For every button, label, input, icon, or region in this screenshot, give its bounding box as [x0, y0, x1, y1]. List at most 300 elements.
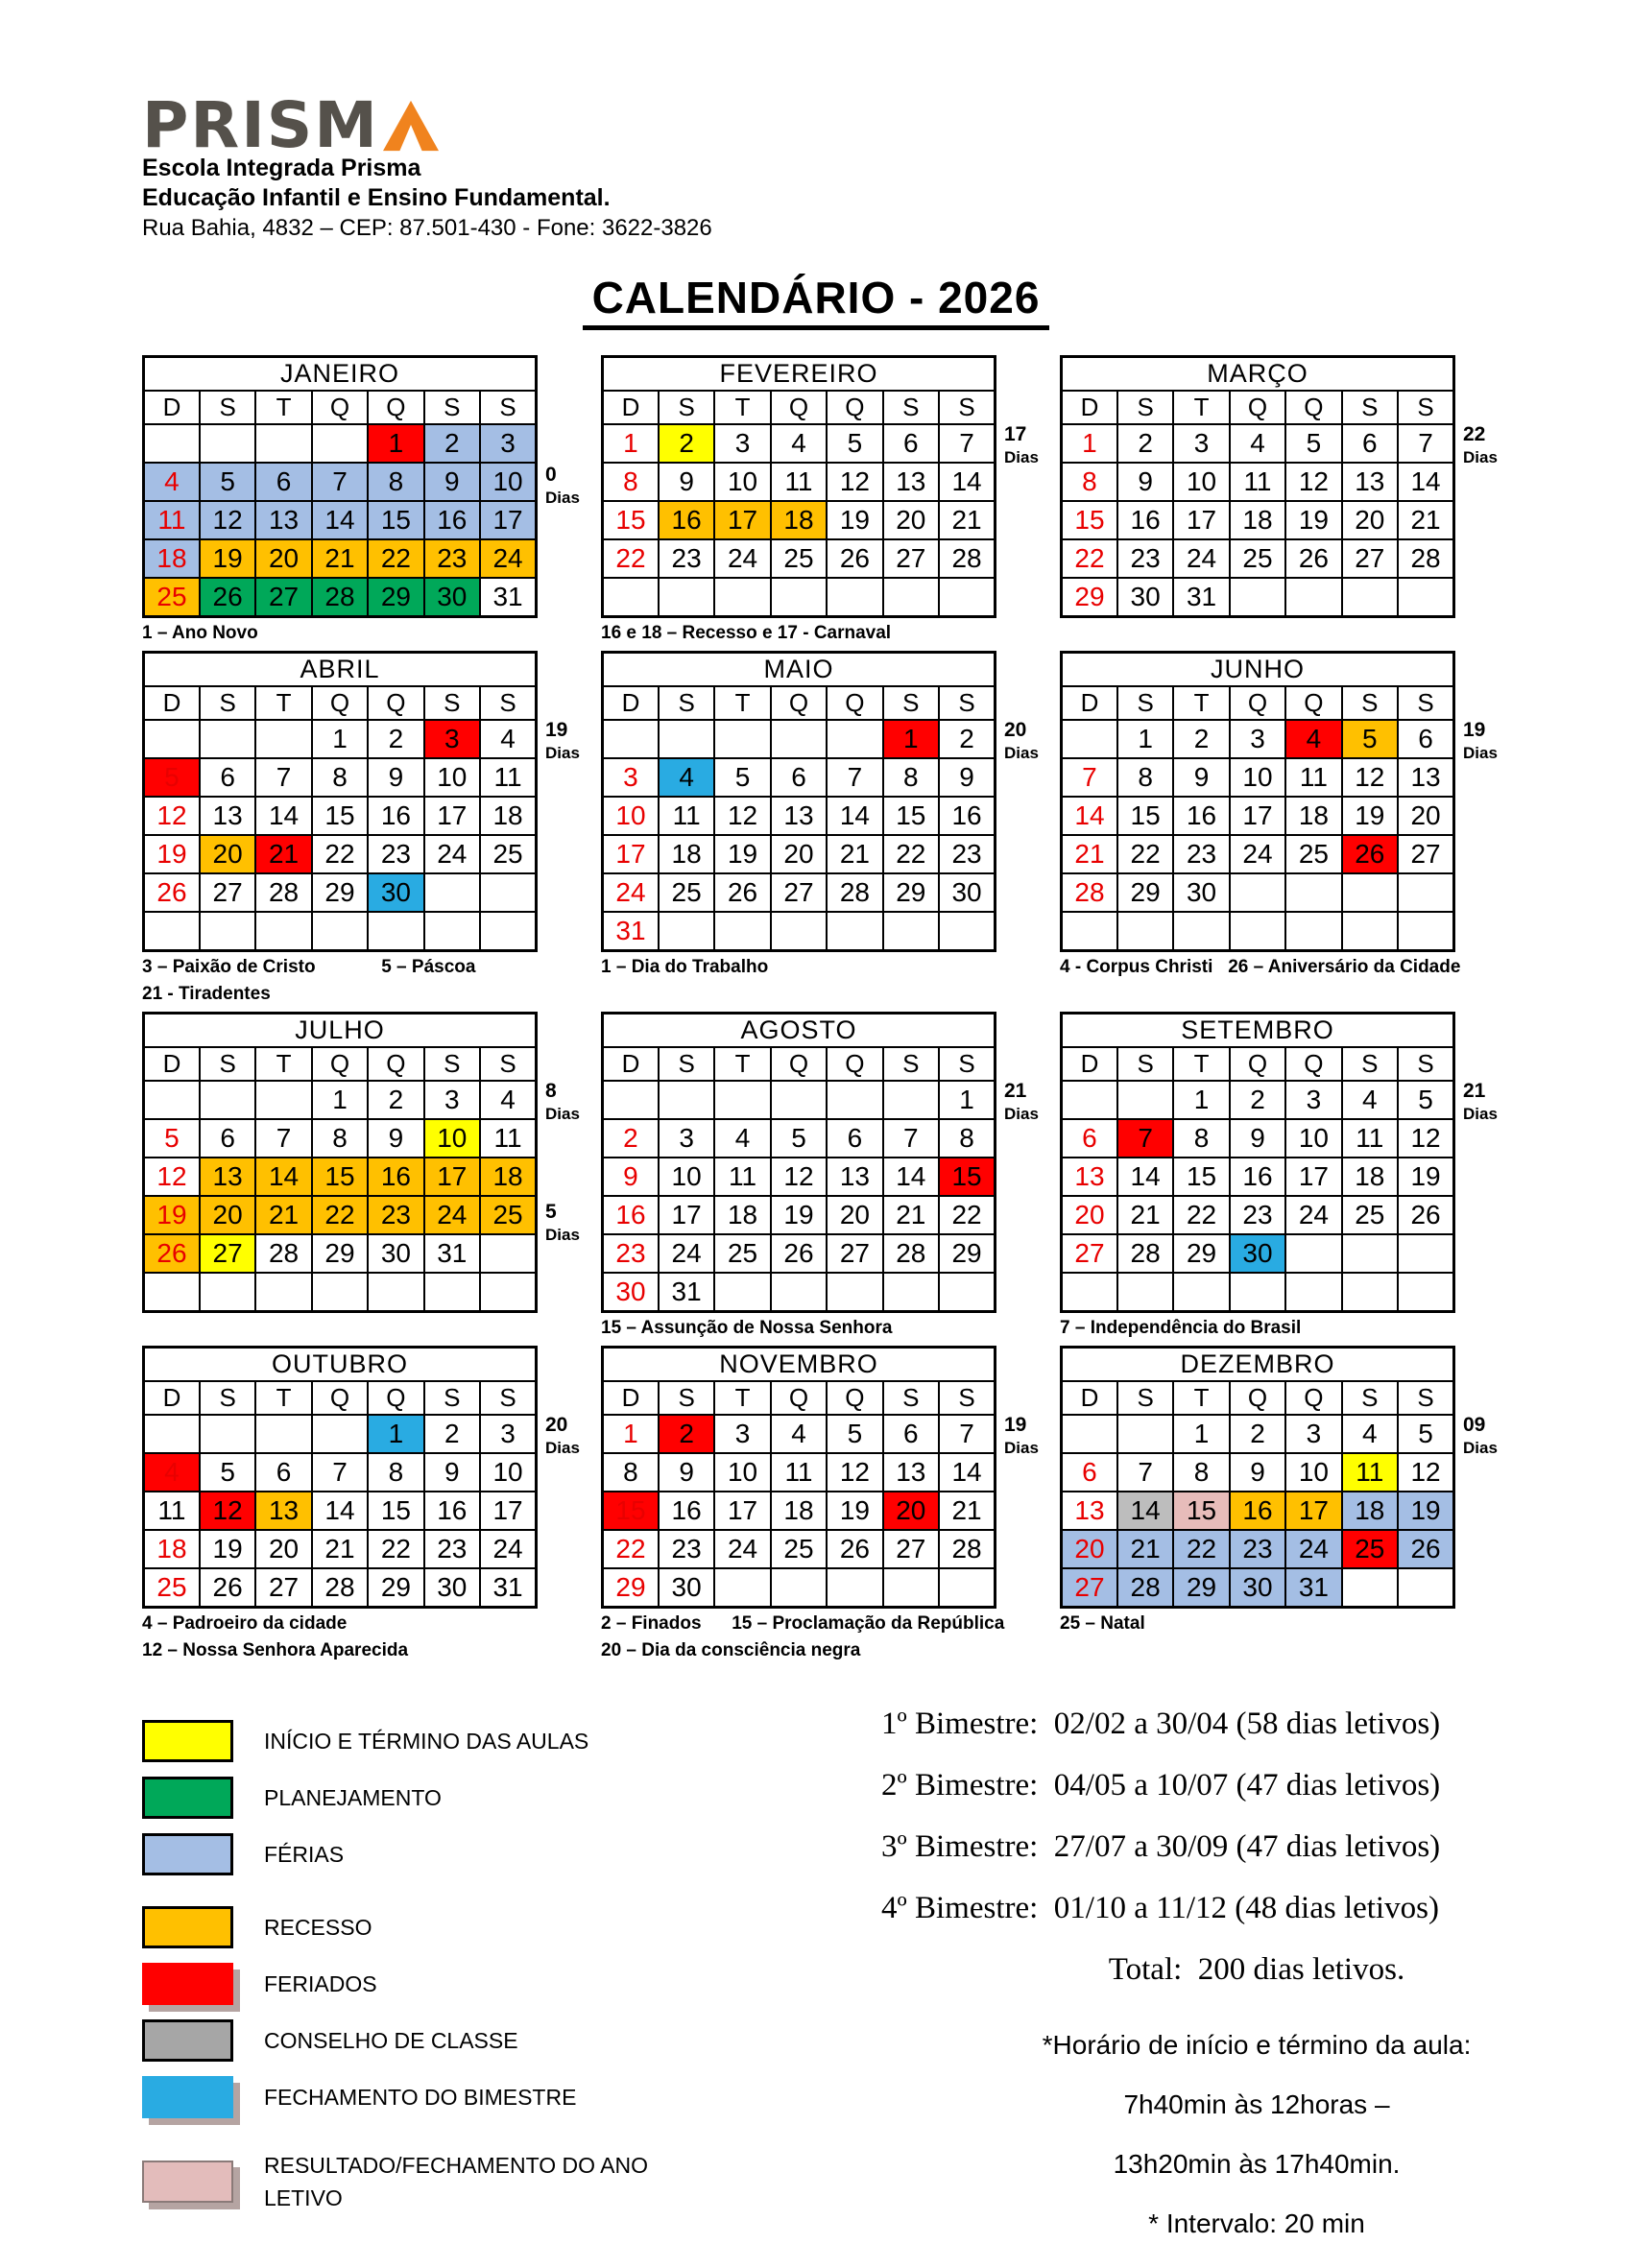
day-cell: 22	[1062, 539, 1117, 578]
weekday-header: S	[424, 1047, 480, 1081]
day-cell: 22	[368, 1530, 423, 1568]
legend-label: FERIADOS	[264, 1971, 377, 1996]
day-cell: 12	[1342, 758, 1398, 797]
weekday-header: Q	[312, 1047, 368, 1081]
day-cell: 25	[1342, 1530, 1398, 1568]
day-cell: 7	[255, 1119, 311, 1158]
day-cell: 10	[424, 758, 480, 797]
week-row	[1062, 758, 1454, 797]
day-cell: 5	[1342, 720, 1398, 758]
empty-cell	[603, 1081, 659, 1119]
day-cell: 18	[144, 539, 200, 578]
weekday-header: Q	[827, 1381, 882, 1415]
school-days-number: 09	[1463, 1414, 1486, 1436]
day-cell: 9	[603, 1158, 659, 1196]
day-cell: 12	[827, 463, 882, 501]
day-cell: 23	[939, 835, 995, 873]
weekday-header-row	[144, 1381, 537, 1415]
day-cell: 1	[1173, 1415, 1229, 1453]
empty-cell	[200, 912, 255, 951]
day-cell: 6	[255, 463, 311, 501]
empty-cell	[1398, 912, 1453, 951]
day-cell: 10	[424, 1119, 480, 1158]
legend-item-feriados	[142, 1963, 881, 2005]
legend-swatch-feriados	[142, 1963, 233, 2005]
empty-cell	[939, 1568, 995, 1608]
day-cell: 6	[771, 758, 827, 797]
empty-cell	[659, 912, 714, 951]
day-cell: 2	[603, 1119, 659, 1158]
day-cell: 4	[771, 424, 827, 463]
month-table	[1060, 651, 1455, 952]
day-cell: 26	[1342, 835, 1398, 873]
empty-cell	[659, 578, 714, 617]
day-cell: 3	[714, 1415, 770, 1453]
day-cell: 17	[714, 1492, 770, 1530]
day-cell: 7	[1398, 424, 1453, 463]
day-cell: 9	[424, 463, 480, 501]
day-cell: 21	[312, 1530, 368, 1568]
empty-cell	[1285, 578, 1341, 617]
day-cell: 7	[939, 424, 995, 463]
week-row	[144, 1158, 537, 1196]
day-cell: 6	[827, 1119, 882, 1158]
day-cell: 2	[368, 720, 423, 758]
day-cell: 29	[939, 1234, 995, 1273]
school-days-word: Dias	[545, 1439, 580, 1458]
day-cell: 20	[255, 1530, 311, 1568]
day-cell: 29	[1117, 873, 1173, 912]
day-cell: 23	[659, 1530, 714, 1568]
weekday-header: S	[883, 686, 939, 720]
month-footnote: 4 - Corpus Christi 26 – Aniversário da Cidade	[1060, 957, 1461, 977]
school-days-word: Dias	[545, 1226, 580, 1245]
month-footnote: 1 – Dia do Trabalho	[601, 957, 769, 977]
weekday-header: Q	[827, 686, 882, 720]
empty-cell	[659, 1081, 714, 1119]
day-cell: 21	[1117, 1196, 1173, 1234]
month-footnote: 2 – Finados 15 – Proclamação da República	[601, 1613, 1005, 1634]
day-cell: 20	[200, 835, 255, 873]
day-cell: 10	[659, 1158, 714, 1196]
week-row	[1062, 912, 1454, 951]
day-cell: 31	[1173, 578, 1229, 617]
day-cell: 11	[714, 1158, 770, 1196]
month-fevereiro	[601, 355, 1060, 645]
day-cell: 23	[603, 1234, 659, 1273]
week-row	[1062, 1158, 1454, 1196]
day-cell: 5	[1285, 424, 1341, 463]
day-cell: 17	[480, 1492, 536, 1530]
school-days-number: 22	[1463, 423, 1486, 445]
week-row	[144, 797, 537, 835]
day-cell: 3	[424, 1081, 480, 1119]
school-days-count	[1004, 1079, 1058, 1125]
day-cell: 10	[480, 1453, 536, 1492]
day-cell: 3	[714, 424, 770, 463]
month-title-row	[144, 653, 537, 687]
empty-cell	[1117, 1081, 1173, 1119]
empty-cell	[255, 1081, 311, 1119]
week-row	[1062, 539, 1454, 578]
week-row	[144, 1530, 537, 1568]
day-cell: 13	[200, 1158, 255, 1196]
day-cell: 6	[883, 424, 939, 463]
school-days-number: 21	[1463, 1080, 1486, 1102]
day-cell: 18	[1342, 1492, 1398, 1530]
weekday-header: S	[1342, 1381, 1398, 1415]
day-cell: 18	[480, 1158, 536, 1196]
week-row	[603, 720, 996, 758]
weekday-header: S	[424, 686, 480, 720]
day-cell: 7	[312, 463, 368, 501]
legend-swatch-ferias	[142, 1833, 233, 1875]
day-cell: 25	[480, 835, 536, 873]
logo-text: PRISM	[142, 87, 379, 162]
day-cell: 4	[480, 1081, 536, 1119]
weekday-header: S	[480, 1381, 536, 1415]
day-cell: 25	[1285, 835, 1341, 873]
legend-item-ferias	[142, 1833, 881, 1875]
day-cell: 17	[480, 501, 536, 539]
weekday-header: T	[255, 1047, 311, 1081]
month-footnote: 7 – Independência do Brasil	[1060, 1318, 1302, 1338]
day-cell: 2	[659, 1415, 714, 1453]
day-cell: 18	[1230, 501, 1285, 539]
school-address: Rua Bahia, 4832 – CEP: 87.501-430 - Fone: 3622-3826	[142, 215, 712, 241]
empty-cell	[1398, 1234, 1453, 1273]
week-row	[1062, 578, 1454, 617]
weekday-header: S	[1342, 1047, 1398, 1081]
day-cell: 14	[939, 1453, 995, 1492]
weekday-header-row	[144, 1047, 537, 1081]
day-cell: 7	[883, 1119, 939, 1158]
day-cell: 14	[883, 1158, 939, 1196]
month-maio	[601, 651, 1060, 1006]
empty-cell	[714, 720, 770, 758]
weekday-header: D	[1062, 686, 1117, 720]
month-title: NOVEMBRO	[603, 1348, 996, 1382]
week-row	[603, 578, 996, 617]
empty-cell	[424, 1273, 480, 1312]
day-cell: 13	[827, 1158, 882, 1196]
month-junho	[1060, 651, 1519, 1006]
week-row	[144, 1119, 537, 1158]
empty-cell	[1062, 1415, 1117, 1453]
day-cell: 4	[659, 758, 714, 797]
empty-cell	[144, 912, 200, 951]
weekday-header: S	[1398, 686, 1453, 720]
month-janeiro	[142, 355, 601, 645]
week-row	[1062, 424, 1454, 463]
empty-cell	[827, 578, 882, 617]
month-title: ABRIL	[144, 653, 537, 687]
school-days-count	[545, 1413, 599, 1459]
day-cell: 28	[939, 1530, 995, 1568]
day-cell: 18	[1285, 797, 1341, 835]
month-agosto	[601, 1012, 1060, 1340]
logo-triangle-icon	[383, 100, 439, 152]
school-days-word: Dias	[545, 1105, 580, 1124]
month-title-row	[1062, 1014, 1454, 1048]
weekday-header: D	[603, 686, 659, 720]
day-cell: 23	[1230, 1196, 1285, 1234]
empty-cell	[883, 912, 939, 951]
day-cell: 19	[714, 835, 770, 873]
empty-cell	[144, 1081, 200, 1119]
day-cell: 3	[603, 758, 659, 797]
day-cell: 22	[939, 1196, 995, 1234]
day-cell: 1	[939, 1081, 995, 1119]
day-cell: 8	[312, 758, 368, 797]
empty-cell	[1173, 912, 1229, 951]
week-row	[603, 1196, 996, 1234]
day-cell: 3	[424, 720, 480, 758]
empty-cell	[200, 424, 255, 463]
day-cell: 21	[312, 539, 368, 578]
day-cell: 15	[1173, 1492, 1229, 1530]
school-days-count	[1463, 718, 1517, 764]
month-footnote: 3 – Paixão de Cristo 5 – Páscoa	[142, 957, 476, 977]
school-days-word: Dias	[1463, 1439, 1498, 1458]
day-cell: 29	[312, 1234, 368, 1273]
day-cell: 9	[659, 463, 714, 501]
month-title: DEZEMBRO	[1062, 1348, 1454, 1382]
empty-cell	[480, 1234, 536, 1273]
day-cell: 8	[603, 1453, 659, 1492]
day-cell: 17	[1173, 501, 1229, 539]
month-table	[1060, 1012, 1455, 1313]
weekday-header: S	[480, 391, 536, 424]
schedule-line: * Intervalo: 20 min	[1148, 2208, 1365, 2238]
day-cell: 17	[659, 1196, 714, 1234]
empty-cell	[424, 912, 480, 951]
weekday-header-row	[603, 686, 996, 720]
day-cell: 25	[659, 873, 714, 912]
week-row	[144, 1568, 537, 1608]
month-table	[601, 355, 996, 618]
day-cell: 27	[883, 539, 939, 578]
day-cell: 3	[659, 1119, 714, 1158]
day-cell: 2	[368, 1081, 423, 1119]
day-cell: 19	[200, 1530, 255, 1568]
bottom-section	[142, 1703, 1632, 2268]
day-cell: 3	[480, 424, 536, 463]
day-cell: 9	[424, 1453, 480, 1492]
day-cell: 17	[714, 501, 770, 539]
weekday-header: S	[480, 686, 536, 720]
day-cell: 27	[827, 1234, 882, 1273]
day-cell: 6	[200, 1119, 255, 1158]
month-title-row	[1062, 357, 1454, 392]
day-cell: 24	[603, 873, 659, 912]
weekday-header: D	[1062, 1381, 1117, 1415]
legend	[142, 1703, 881, 2268]
weekday-header: Q	[368, 686, 423, 720]
month-title-row	[603, 653, 996, 687]
day-cell: 19	[827, 1492, 882, 1530]
day-cell: 2	[424, 1415, 480, 1453]
day-cell: 16	[1230, 1492, 1285, 1530]
week-row	[603, 912, 996, 951]
day-cell: 15	[312, 1158, 368, 1196]
day-cell: 7	[827, 758, 882, 797]
week-row	[603, 501, 996, 539]
empty-cell	[144, 1273, 200, 1312]
school-days-word: Dias	[1004, 1105, 1039, 1124]
day-cell: 27	[771, 873, 827, 912]
weekday-header: T	[714, 1381, 770, 1415]
day-cell: 2	[659, 424, 714, 463]
day-cell: 17	[1285, 1492, 1341, 1530]
day-cell: 16	[1117, 501, 1173, 539]
day-cell: 4	[771, 1415, 827, 1453]
weekday-header: Q	[1285, 1047, 1341, 1081]
legend-label: FÉRIAS	[264, 1842, 345, 1867]
day-cell: 13	[200, 797, 255, 835]
day-cell: 13	[1062, 1492, 1117, 1530]
day-cell: 3	[1285, 1081, 1341, 1119]
empty-cell	[1398, 873, 1453, 912]
day-cell: 21	[1062, 835, 1117, 873]
weekday-header: Q	[827, 391, 882, 424]
legend-item-planejamento	[142, 1777, 881, 1819]
schedule-line: *Horário de início e término da aula:	[1042, 2029, 1472, 2060]
day-cell: 18	[144, 1530, 200, 1568]
day-cell: 1	[883, 720, 939, 758]
day-cell: 4	[1230, 424, 1285, 463]
empty-cell	[144, 1415, 200, 1453]
empty-cell	[255, 1273, 311, 1312]
day-cell: 11	[480, 1119, 536, 1158]
weekday-header: Q	[368, 391, 423, 424]
day-cell: 19	[1285, 501, 1341, 539]
empty-cell	[1062, 1273, 1117, 1312]
day-cell: 10	[1173, 463, 1229, 501]
month-title: MAIO	[603, 653, 996, 687]
schedule-notes	[881, 2030, 1632, 2239]
month-table	[601, 1346, 996, 1609]
month-title-row	[1062, 653, 1454, 687]
month-footnote: 15 – Assunção de Nossa Senhora	[601, 1318, 893, 1338]
day-cell: 29	[603, 1568, 659, 1608]
month-dezembro	[1060, 1346, 1519, 1662]
total-line: Total: 200 dias letivos.	[1108, 1951, 1405, 1987]
day-cell: 5	[827, 424, 882, 463]
day-cell: 4	[1285, 720, 1341, 758]
day-cell: 13	[255, 501, 311, 539]
weekday-header: Q	[827, 1047, 882, 1081]
school-days-number: 5	[545, 1201, 557, 1223]
day-cell: 28	[312, 578, 368, 617]
weekday-header-row	[603, 1047, 996, 1081]
empty-cell	[827, 1568, 882, 1608]
week-row	[603, 758, 996, 797]
day-cell: 8	[883, 758, 939, 797]
weekday-header-row	[603, 391, 996, 424]
weekday-header: S	[1398, 391, 1453, 424]
empty-cell	[1062, 1081, 1117, 1119]
day-cell: 15	[939, 1158, 995, 1196]
week-row	[603, 1158, 996, 1196]
week-row	[144, 1492, 537, 1530]
day-cell: 13	[1398, 758, 1453, 797]
day-cell: 23	[424, 539, 480, 578]
empty-cell	[659, 720, 714, 758]
day-cell: 21	[255, 1196, 311, 1234]
legend-swatch-inicio	[142, 1720, 233, 1762]
day-cell: 23	[368, 835, 423, 873]
day-cell: 28	[939, 539, 995, 578]
day-cell: 10	[603, 797, 659, 835]
day-cell: 23	[659, 539, 714, 578]
empty-cell	[255, 424, 311, 463]
month-marco	[1060, 355, 1519, 645]
week-row	[144, 1081, 537, 1119]
schedule-line: 13h20min às 17h40min.	[1113, 2148, 1401, 2179]
empty-cell	[1062, 720, 1117, 758]
empty-cell	[200, 720, 255, 758]
school-days-word: Dias	[1463, 1105, 1498, 1124]
empty-cell	[200, 1081, 255, 1119]
week-row	[1062, 835, 1454, 873]
week-row	[1062, 1273, 1454, 1312]
week-row	[1062, 1196, 1454, 1234]
week-row	[603, 539, 996, 578]
day-cell: 6	[1398, 720, 1453, 758]
day-cell: 6	[883, 1415, 939, 1453]
day-cell: 18	[771, 501, 827, 539]
month-title-row	[144, 357, 537, 392]
legend-item-resultado	[142, 2149, 881, 2214]
day-cell: 30	[1173, 873, 1229, 912]
day-cell: 12	[200, 501, 255, 539]
day-cell: 19	[144, 835, 200, 873]
school-days-count	[1463, 422, 1517, 468]
day-cell: 5	[200, 1453, 255, 1492]
month-title: OUTUBRO	[144, 1348, 537, 1382]
week-row	[603, 797, 996, 835]
day-cell: 28	[1062, 873, 1117, 912]
week-row	[603, 873, 996, 912]
day-cell: 11	[771, 463, 827, 501]
week-row	[603, 1273, 996, 1312]
month-abril	[142, 651, 601, 1006]
day-cell: 4	[714, 1119, 770, 1158]
day-cell: 21	[1398, 501, 1453, 539]
empty-cell	[883, 1081, 939, 1119]
week-row	[1062, 1415, 1454, 1453]
day-cell: 29	[1173, 1234, 1229, 1273]
day-cell: 28	[255, 1234, 311, 1273]
day-cell: 31	[480, 578, 536, 617]
day-cell: 15	[1117, 797, 1173, 835]
day-cell: 11	[1285, 758, 1341, 797]
legend-swatch-conselho	[142, 2019, 233, 2062]
weekday-header: T	[714, 1047, 770, 1081]
day-cell: 26	[144, 873, 200, 912]
day-cell: 13	[883, 1453, 939, 1492]
empty-cell	[312, 1415, 368, 1453]
day-cell: 11	[144, 501, 200, 539]
day-cell: 5	[827, 1415, 882, 1453]
prisma-logo	[142, 84, 1632, 162]
week-row	[1062, 501, 1454, 539]
day-cell: 15	[312, 797, 368, 835]
month-band	[142, 355, 1563, 645]
weekday-header: Q	[312, 1381, 368, 1415]
day-cell: 13	[1342, 463, 1398, 501]
